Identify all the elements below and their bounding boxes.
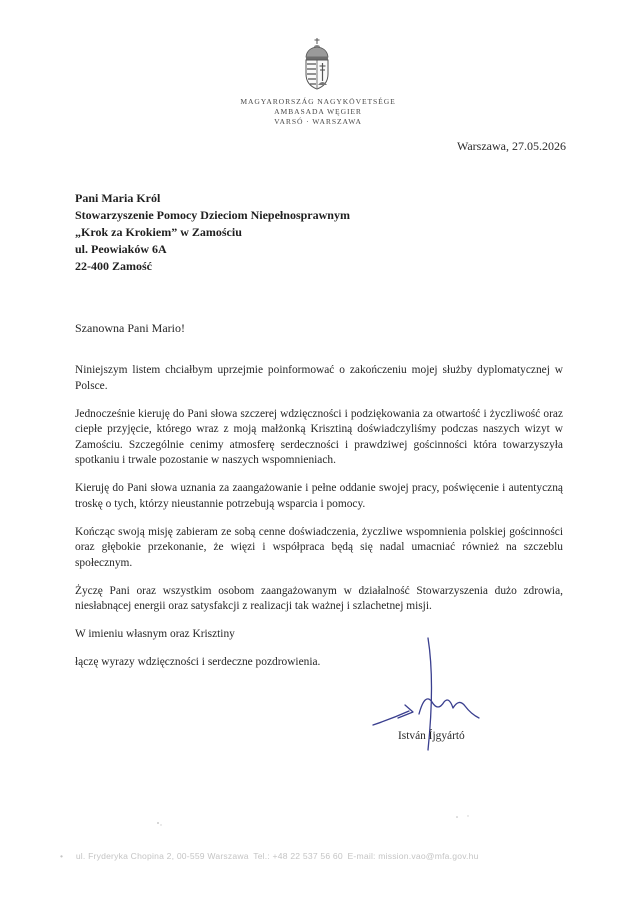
body-paragraph-5: Życzę Pani oraz wszystkim osobom zaangażowanym w działalność Stowarzyszenia dużo zdrowia, niesłabnącej energii oraz satysfakcji z realizacji tak ważnej i szlachetnej misji. <box>75 584 563 612</box>
letter-body <box>75 363 563 627</box>
salutation: Szanowna Pani Mario! <box>75 321 185 335</box>
closing-line-1: W imieniu własnym oraz Krisztiny <box>75 628 235 640</box>
body-paragraph-4: Kończąc swoją misję zabieram ze sobą cenne doświadczenia, życzliwe wspomnienia polskiej gościnności oraz głębokie przekonanie, że więzi i współpraca będą się nadal umacniać również na szczeblu społecznym. <box>75 525 563 569</box>
recipient-postal-city: 22-400 Zamość <box>75 259 152 273</box>
letter-date: Warszawa, 27.05.2026 <box>456 139 566 153</box>
recipient-organization-name: „Krok za Krokiem” w Zamościu <box>75 225 242 239</box>
recipient-name: Pani Maria Król <box>75 191 161 205</box>
body-paragraph-1: Niniejszym listem chciałbym uprzejmie poinformować o zakończeniu mojej służby dyplomatycznej w Polsce. <box>75 364 563 392</box>
recipient-organization: Stowarzyszenie Pomocy Dzieciom Niepełnosprawnym <box>75 208 350 222</box>
embassy-header <box>218 97 418 127</box>
scan-dust-marks <box>155 815 475 835</box>
footer-email: E-mail: mission.vao@mfa.gov.hu <box>347 851 479 861</box>
footer-phone: Tel.: +48 22 537 56 60 <box>253 851 343 861</box>
footer-address: ul. Fryderyka Chopina 2, 00-559 Warszawa <box>75 851 249 861</box>
recipient-street: ul. Peowiaków 6A <box>75 242 167 256</box>
body-paragraph-2: Jednocześnie kieruję do Pani słowa szczerej wdzięczności i podziękowania za otwartość i życzliwość oraz ciepłe przyjęcie, którego wraz z moją małżonką Krisztiną doświadczyliśmy podczas naszych wizyt w Zamościu. Szczególnie cenimy atmosferę serdeczności i prawdziwej gościnności która towarzyszyła spotkaniu i trwale pozostanie w naszych wspomnieniach. <box>75 407 563 466</box>
closing-line-2: łączę wyrazy wdzięczności i serdeczne pozdrowienia. <box>75 655 321 668</box>
embassy-name-polish: AMBASADA WĘGIER <box>274 107 362 116</box>
body-paragraph-3: Kieruję do Pani słowa uznania za zaangażowanie i pełne oddanie swojej pracy, poświęcenie i autentyczną troskę o tych, którzy nieustannie potrzebują wsparcia i pomocy. <box>75 482 563 510</box>
footer-bullet: • <box>60 851 64 861</box>
embassy-city: VARSÓ · WARSZAWA <box>274 117 362 126</box>
hungarian-coat-of-arms-icon <box>299 37 335 91</box>
signer-name: István Íjgyártó <box>398 730 465 742</box>
embassy-name-hungarian: MAGYARORSZÁG NAGYKÖVETSÉGE <box>240 97 396 106</box>
recipient-address <box>75 190 350 275</box>
closing <box>75 627 320 682</box>
embassy-footer <box>60 851 580 861</box>
